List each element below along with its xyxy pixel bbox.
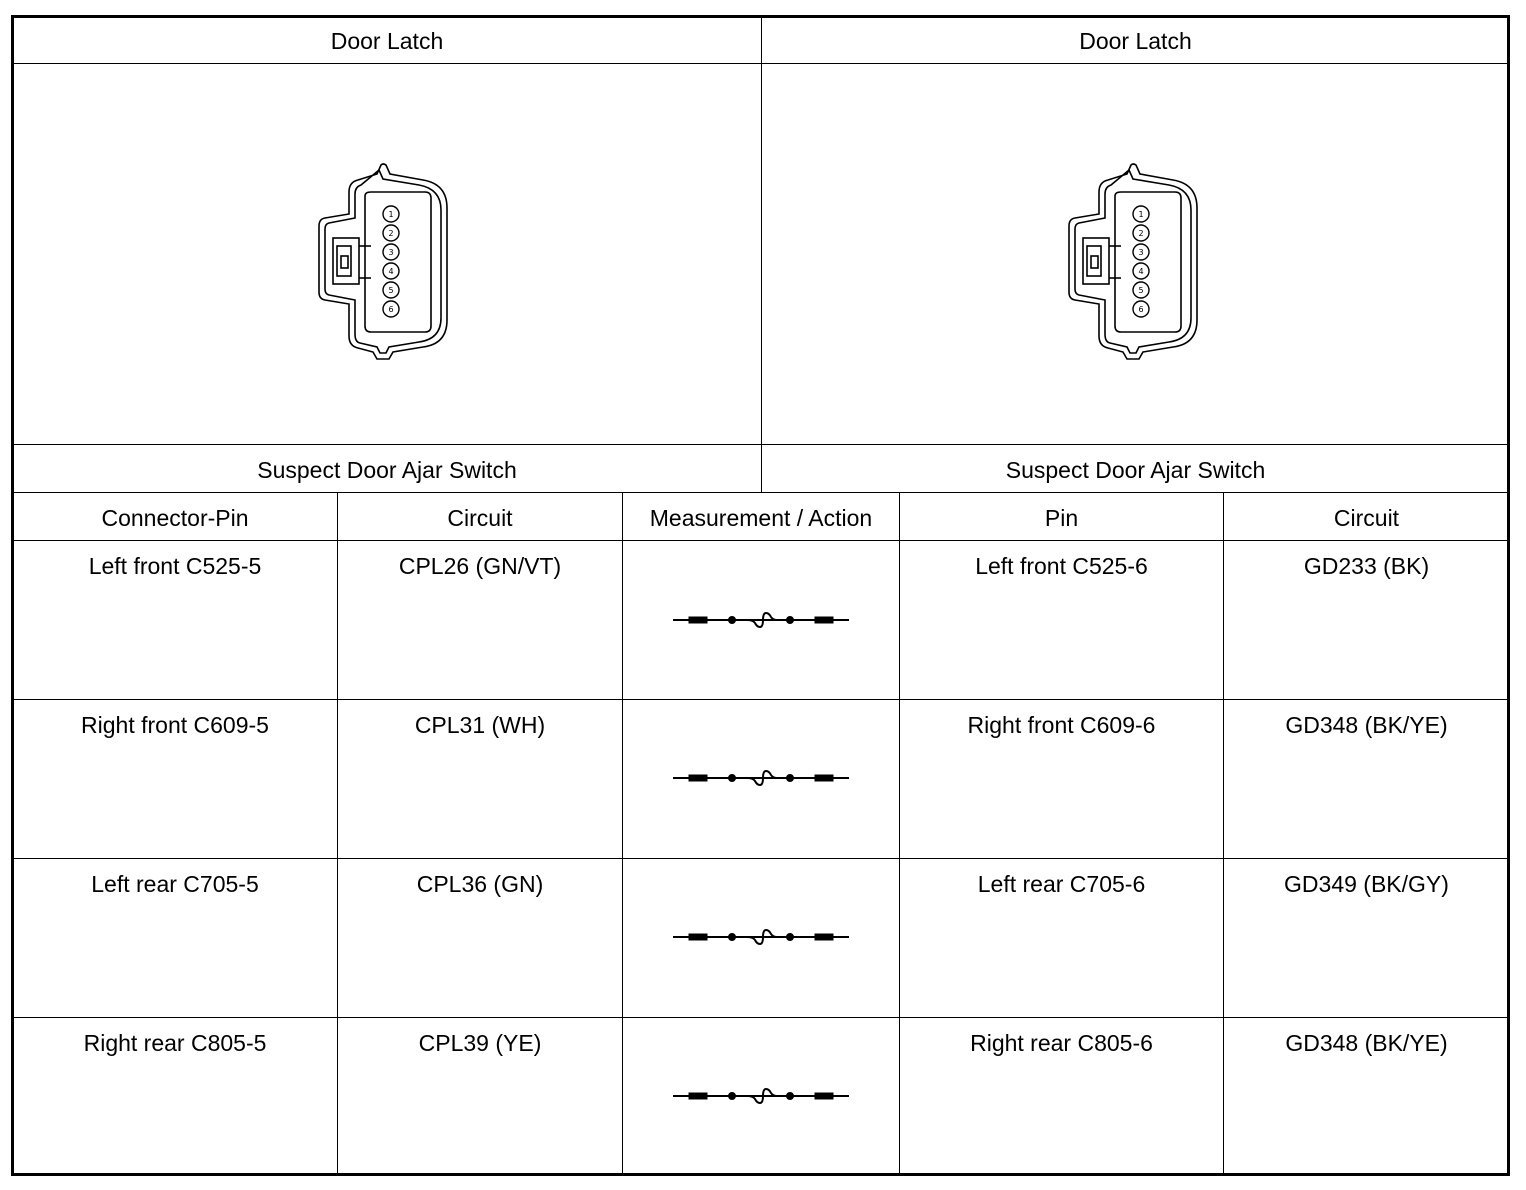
header-circuit-2: Circuit bbox=[1333, 505, 1400, 531]
left-connector-caption: Suspect Door Ajar Switch bbox=[257, 457, 517, 483]
table-cell-circuit-2: GD233 (BK) bbox=[1303, 553, 1430, 579]
right-connector-caption: Suspect Door Ajar Switch bbox=[1005, 457, 1266, 483]
table-cell-pin: Right front C609-6 bbox=[967, 712, 1156, 738]
divider bbox=[337, 492, 338, 1174]
pin-number: 5 bbox=[388, 286, 394, 295]
header-connector-pin: Connector-Pin bbox=[101, 505, 249, 531]
right-connector-icon bbox=[1063, 162, 1203, 364]
header-measurement-action: Measurement / Action bbox=[649, 505, 873, 531]
left-connector-icon bbox=[313, 162, 453, 364]
pin-number: 5 bbox=[1138, 286, 1144, 295]
pin-number: 3 bbox=[388, 248, 394, 257]
divider bbox=[622, 492, 623, 1174]
pin-number: 4 bbox=[388, 267, 394, 276]
table-cell-circuit-2: GD348 (BK/YE) bbox=[1285, 1030, 1448, 1056]
table-cell-circuit: CPL31 (WH) bbox=[414, 712, 546, 738]
pin-number: 2 bbox=[388, 229, 394, 238]
table-cell-connector-pin: Left front C525-5 bbox=[88, 553, 262, 579]
pin-number: 1 bbox=[1138, 210, 1144, 219]
divider bbox=[13, 1017, 1509, 1018]
right-connector-title: Door Latch bbox=[1079, 28, 1192, 54]
pin-number: 6 bbox=[388, 305, 394, 314]
table-cell-connector-pin: Right rear C805-5 bbox=[83, 1030, 267, 1056]
divider bbox=[13, 540, 1509, 541]
table-cell-circuit: CPL36 (GN) bbox=[416, 871, 544, 897]
header-pin: Pin bbox=[1044, 505, 1079, 531]
table-cell-pin: Left rear C705-6 bbox=[977, 871, 1146, 897]
divider bbox=[13, 699, 1509, 700]
table-cell-pin: Left front C525-6 bbox=[975, 553, 1148, 579]
divider bbox=[1223, 492, 1224, 1174]
table-cell-connector-pin: Right front C609-5 bbox=[81, 712, 269, 738]
pin-number: 6 bbox=[1138, 305, 1144, 314]
pin-number: 4 bbox=[1138, 267, 1144, 276]
table-cell-pin: Right rear C805-6 bbox=[970, 1030, 1153, 1056]
table-cell-connector-pin: Left rear C705-5 bbox=[91, 871, 259, 897]
table-cell-circuit: CPL26 (GN/VT) bbox=[398, 553, 562, 579]
resistance-meter-icon bbox=[671, 927, 851, 947]
divider bbox=[761, 17, 762, 492]
divider bbox=[13, 858, 1509, 859]
table-cell-circuit-2: GD348 (BK/YE) bbox=[1285, 712, 1448, 738]
pin-number: 2 bbox=[1138, 229, 1144, 238]
left-connector-title: Door Latch bbox=[330, 28, 444, 54]
resistance-meter-icon bbox=[671, 1086, 851, 1106]
pin-number: 3 bbox=[1138, 248, 1144, 257]
divider bbox=[899, 492, 900, 1174]
resistance-meter-icon bbox=[671, 768, 851, 788]
resistance-meter-icon bbox=[671, 610, 851, 630]
table-cell-circuit-2: GD349 (BK/GY) bbox=[1284, 871, 1449, 897]
pin-number: 1 bbox=[388, 210, 394, 219]
divider bbox=[13, 492, 1509, 493]
header-circuit: Circuit bbox=[447, 505, 513, 531]
table-cell-circuit: CPL39 (YE) bbox=[418, 1030, 542, 1056]
